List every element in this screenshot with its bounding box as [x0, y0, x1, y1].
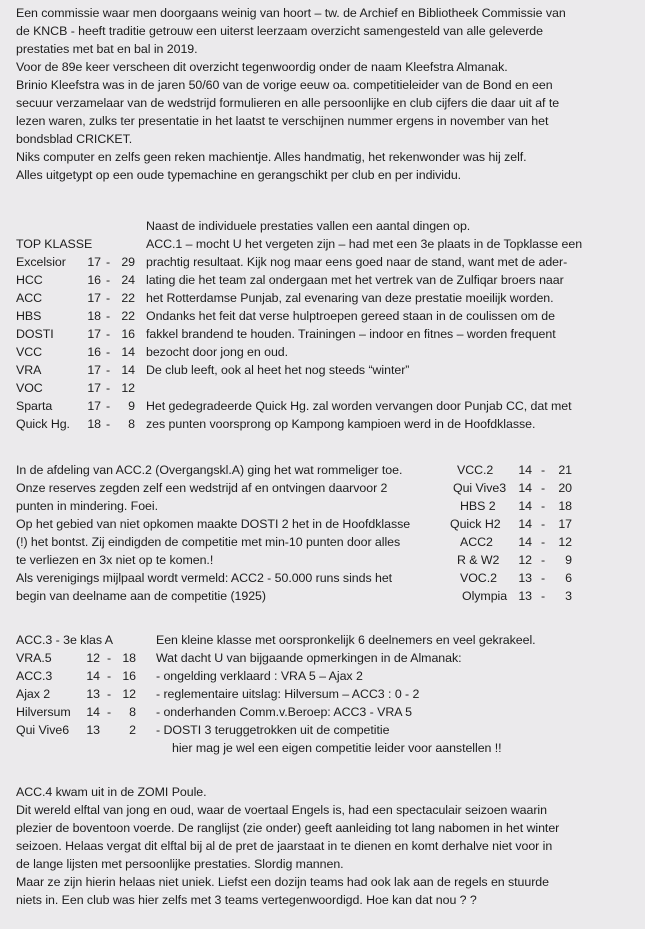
intro-line: prestaties met bat en bal in 2019. — [16, 42, 198, 56]
points: 8 — [128, 417, 135, 431]
dash: - — [105, 327, 111, 341]
dash: - — [105, 417, 111, 431]
acc2-line: (!) het bontst. Zij eindigden de competitie met min-10 punten door alles — [16, 535, 401, 549]
team-name: Sparta — [16, 399, 53, 413]
played: 13 — [518, 571, 532, 585]
acc4-line: seizoen. Helaas vergat dit elftal bij al de pret de jaarstaat in te dienen en komt derhalve niet voor in — [16, 839, 553, 853]
remark-line: - onderhanden Comm.v.Beroep: ACC3 - VRA 5 — [156, 705, 412, 719]
dash: - — [106, 651, 112, 665]
points: 12 — [122, 687, 136, 701]
acc4-line: Maar ze zijn hierin helaas niet uniek. Liefst een dozijn teams had ook lak aan de regels en stuurde — [16, 875, 549, 889]
played: 13 — [518, 589, 532, 603]
played: 17 — [87, 363, 101, 377]
dash: - — [105, 399, 111, 413]
commentary-line: De club leeft, ook al heet het nog steeds “winter” — [146, 363, 410, 377]
commentary-line: het Rotterdamse Punjab, zal evenaring van deze prestatie moeilijk worden. — [146, 291, 554, 305]
top-intro-line: Naast de individuele prestaties vallen een aantal dingen op. — [146, 219, 471, 233]
dash: - — [540, 481, 546, 495]
points: 22 — [121, 291, 135, 305]
played: 14 — [518, 481, 532, 495]
acc4-line: de lange lijsten met persoonlijke prestaties. Slordig mannen. — [16, 857, 344, 871]
team-name: ACC.3 — [16, 669, 53, 683]
commentary-line: bezocht door jong en oud. — [146, 345, 289, 359]
points: 21 — [558, 463, 572, 477]
team-name: Quick H2 — [450, 517, 501, 531]
dash: - — [105, 363, 111, 377]
intro-line: Brinio Kleefstra was in de jaren 50/60 van de vorige eeuw oa. competitieleider van de Bond en een — [16, 78, 553, 92]
dash: - — [540, 463, 546, 477]
points: 18 — [558, 499, 572, 513]
dash: - — [540, 499, 546, 513]
intro-line: Niks computer en zelfs geen reken machientje. Alles handmatig, het rekenwonder was hij zelf. — [16, 150, 527, 164]
team-name: ACC2 — [460, 535, 493, 549]
played: 12 — [518, 553, 532, 567]
dash: - — [106, 669, 112, 683]
team-name: R & W2 — [457, 553, 500, 567]
team-name: HBS 2 — [460, 499, 496, 513]
points: 9 — [128, 399, 135, 413]
commentary-line: Ondanks het feit dat verse hulptroepen gereed staan in de coulissen om de — [146, 309, 555, 323]
team-name: Qui Vive6 — [16, 723, 70, 737]
points: 6 — [565, 571, 572, 585]
dash: - — [540, 571, 546, 585]
top-klasse-heading: TOP KLASSE — [16, 237, 93, 251]
acc2-line: begin van deelname aan de competitie (1925) — [16, 589, 266, 603]
points: 12 — [558, 535, 572, 549]
dash: - — [540, 553, 546, 567]
team-name: Olympia — [462, 589, 508, 603]
team-name: Hilversum — [16, 705, 71, 719]
intro-line: de KNCB - heeft traditie getrouw een uiterst leerzaam overzicht samengesteld van alle geleverde — [16, 24, 543, 38]
points: 14 — [121, 345, 135, 359]
commentary-line: lating die het team zal ondergaan met het vertrek van de Zulfiqar broers naar — [146, 273, 564, 287]
points: 22 — [121, 309, 135, 323]
commentary-line: ACC.1 – mocht U het vergeten zijn – had met een 3e plaats in de Topklasse een — [146, 237, 583, 251]
acc4-line: Dit wereld elftal van jong en oud, waar de voertaal Engels is, had een spectaculair seizoen waarin — [16, 803, 547, 817]
played: 17 — [87, 255, 101, 269]
acc4-line: ACC.4 kwam uit in de ZOMI Poule. — [16, 785, 207, 799]
points: 12 — [121, 381, 135, 395]
points: 16 — [122, 669, 136, 683]
team-name: Ajax 2 — [16, 687, 51, 701]
remark-line: hier mag je wel een eigen competitie leider voor aanstellen !! — [172, 741, 502, 755]
dash: - — [106, 687, 112, 701]
points: 9 — [565, 553, 572, 567]
acc4-line: niets in. Een club was hier zelfs met 3 teams vertegenwoordigd. Hoe kan dat nou ? ? — [16, 893, 477, 907]
team-name: Quick Hg. — [16, 417, 70, 431]
dash: - — [540, 589, 546, 603]
played: 17 — [87, 291, 101, 305]
team-name: DOSTI — [16, 327, 54, 341]
team-name: ACC — [16, 291, 43, 305]
acc4-line: plezier de boventoon voerde. De ranglijst (zie onder) geeft aanleiding tot lang nabomen in het winter — [16, 821, 560, 835]
acc2-line: punten in mindering. Foei. — [16, 499, 158, 513]
team-name: VRA — [16, 363, 42, 377]
remark-line: - ongelding verklaard : VRA 5 – Ajax 2 — [156, 669, 363, 683]
acc2-line: te verliezen en 3x niet op te komen.! — [16, 553, 214, 567]
commentary-line: prachtig resultaat. Kijk nog maar eens goed naar de stand, want met de ader- — [146, 255, 568, 269]
played: 18 — [87, 417, 101, 431]
dash: - — [105, 345, 111, 359]
intro-line: Alles uitgetypt op een oude typemachine en gerangschikt per club en per individu. — [16, 168, 462, 182]
acc2-line: In de afdeling van ACC.2 (Overgangskl.A) ging het wat rommeliger toe. — [16, 463, 403, 477]
played: 14 — [518, 499, 532, 513]
played: 14 — [86, 705, 100, 719]
team-name: VOC.2 — [460, 571, 497, 585]
points: 8 — [129, 705, 136, 719]
team-name: VCC.2 — [457, 463, 494, 477]
intro-line: Voor de 89e keer verscheen dit overzicht tegenwoordig onder de naam Kleefstra Almanak. — [16, 60, 508, 74]
remark-line: - reglementaire uitslag: Hilversum – ACC3 : 0 - 2 — [156, 687, 420, 701]
played: 14 — [86, 669, 100, 683]
played: 17 — [87, 381, 101, 395]
team-name: HCC — [16, 273, 43, 287]
remark-line: - DOSTI 3 teruggetrokken uit de competitie — [156, 723, 390, 737]
played: 17 — [87, 399, 101, 413]
commentary-line: zes punten voorsprong op Kampong kampioen werd in de Hoofdklasse. — [146, 417, 536, 431]
played: 13 — [86, 687, 100, 701]
acc3-intro-line: Een kleine klasse met oorspronkelijk 6 deelnemers en veel gekrakeel. — [156, 633, 536, 647]
team-name: VOC — [16, 381, 43, 395]
intro-line: Een commissie waar men doorgaans weinig van hoort – tw. de Archief en Bibliotheek Commissie van — [16, 6, 566, 20]
dash: - — [106, 705, 112, 719]
commentary-line: fakkel brandend te houden. Trainingen – indoor en fitnes – worden frequent — [146, 327, 556, 341]
team-name: HBS — [16, 309, 42, 323]
points: 20 — [558, 481, 572, 495]
dash: - — [105, 381, 111, 395]
team-name: Qui Vive3 — [453, 481, 507, 495]
played: 16 — [87, 273, 101, 287]
points: 29 — [121, 255, 135, 269]
played: 16 — [87, 345, 101, 359]
team-name: VRA.5 — [16, 651, 52, 665]
dash: - — [540, 535, 546, 549]
acc2-line: Als verenigings mijlpaal wordt vermeld: ACC2 - 50.000 runs sinds het — [16, 571, 393, 585]
intro-line: lezen waren, zulks ter presentatie in het laatst te verschijnen nummer ergens in november van het — [16, 114, 549, 128]
acc2-line: Op het gebied van niet opkomen maakte DOSTI 2 het in de Hoofdklasse — [16, 517, 411, 531]
points: 24 — [121, 273, 135, 287]
team-name: VCC — [16, 345, 43, 359]
acc2-line: Onze reserves zegden zelf een wedstrijd af en ontvingen daarvoor 2 — [16, 481, 388, 495]
points: 14 — [121, 363, 135, 377]
intro-line: secuur verzamelaar van de wedstrijd formulieren en alle persoonlijke en club cijfers die daar uit af te — [16, 96, 560, 110]
played: 12 — [86, 651, 100, 665]
points: 3 — [565, 589, 572, 603]
intro-line: bondsblad CRICKET. — [16, 132, 133, 146]
commentary-line: Het gedegradeerde Quick Hg. zal worden vervangen door Punjab CC, dat met — [146, 399, 572, 413]
acc3-heading: ACC.3 - 3e klas A — [16, 633, 113, 647]
points: 17 — [558, 517, 572, 531]
remark-line: Wat dacht U van bijgaande opmerkingen in de Almanak: — [156, 651, 462, 665]
team-name: Excelsior — [16, 255, 66, 269]
played: 14 — [518, 535, 532, 549]
played: 14 — [518, 463, 532, 477]
points: 2 — [129, 723, 136, 737]
points: 18 — [122, 651, 136, 665]
dash: - — [540, 517, 546, 531]
dash: - — [105, 291, 111, 305]
played: 13 — [86, 723, 100, 737]
played: 14 — [518, 517, 532, 531]
points: 16 — [121, 327, 135, 341]
played: 18 — [87, 309, 101, 323]
dash: - — [105, 273, 111, 287]
dash: - — [105, 309, 111, 323]
played: 17 — [87, 327, 101, 341]
dash: - — [105, 255, 111, 269]
